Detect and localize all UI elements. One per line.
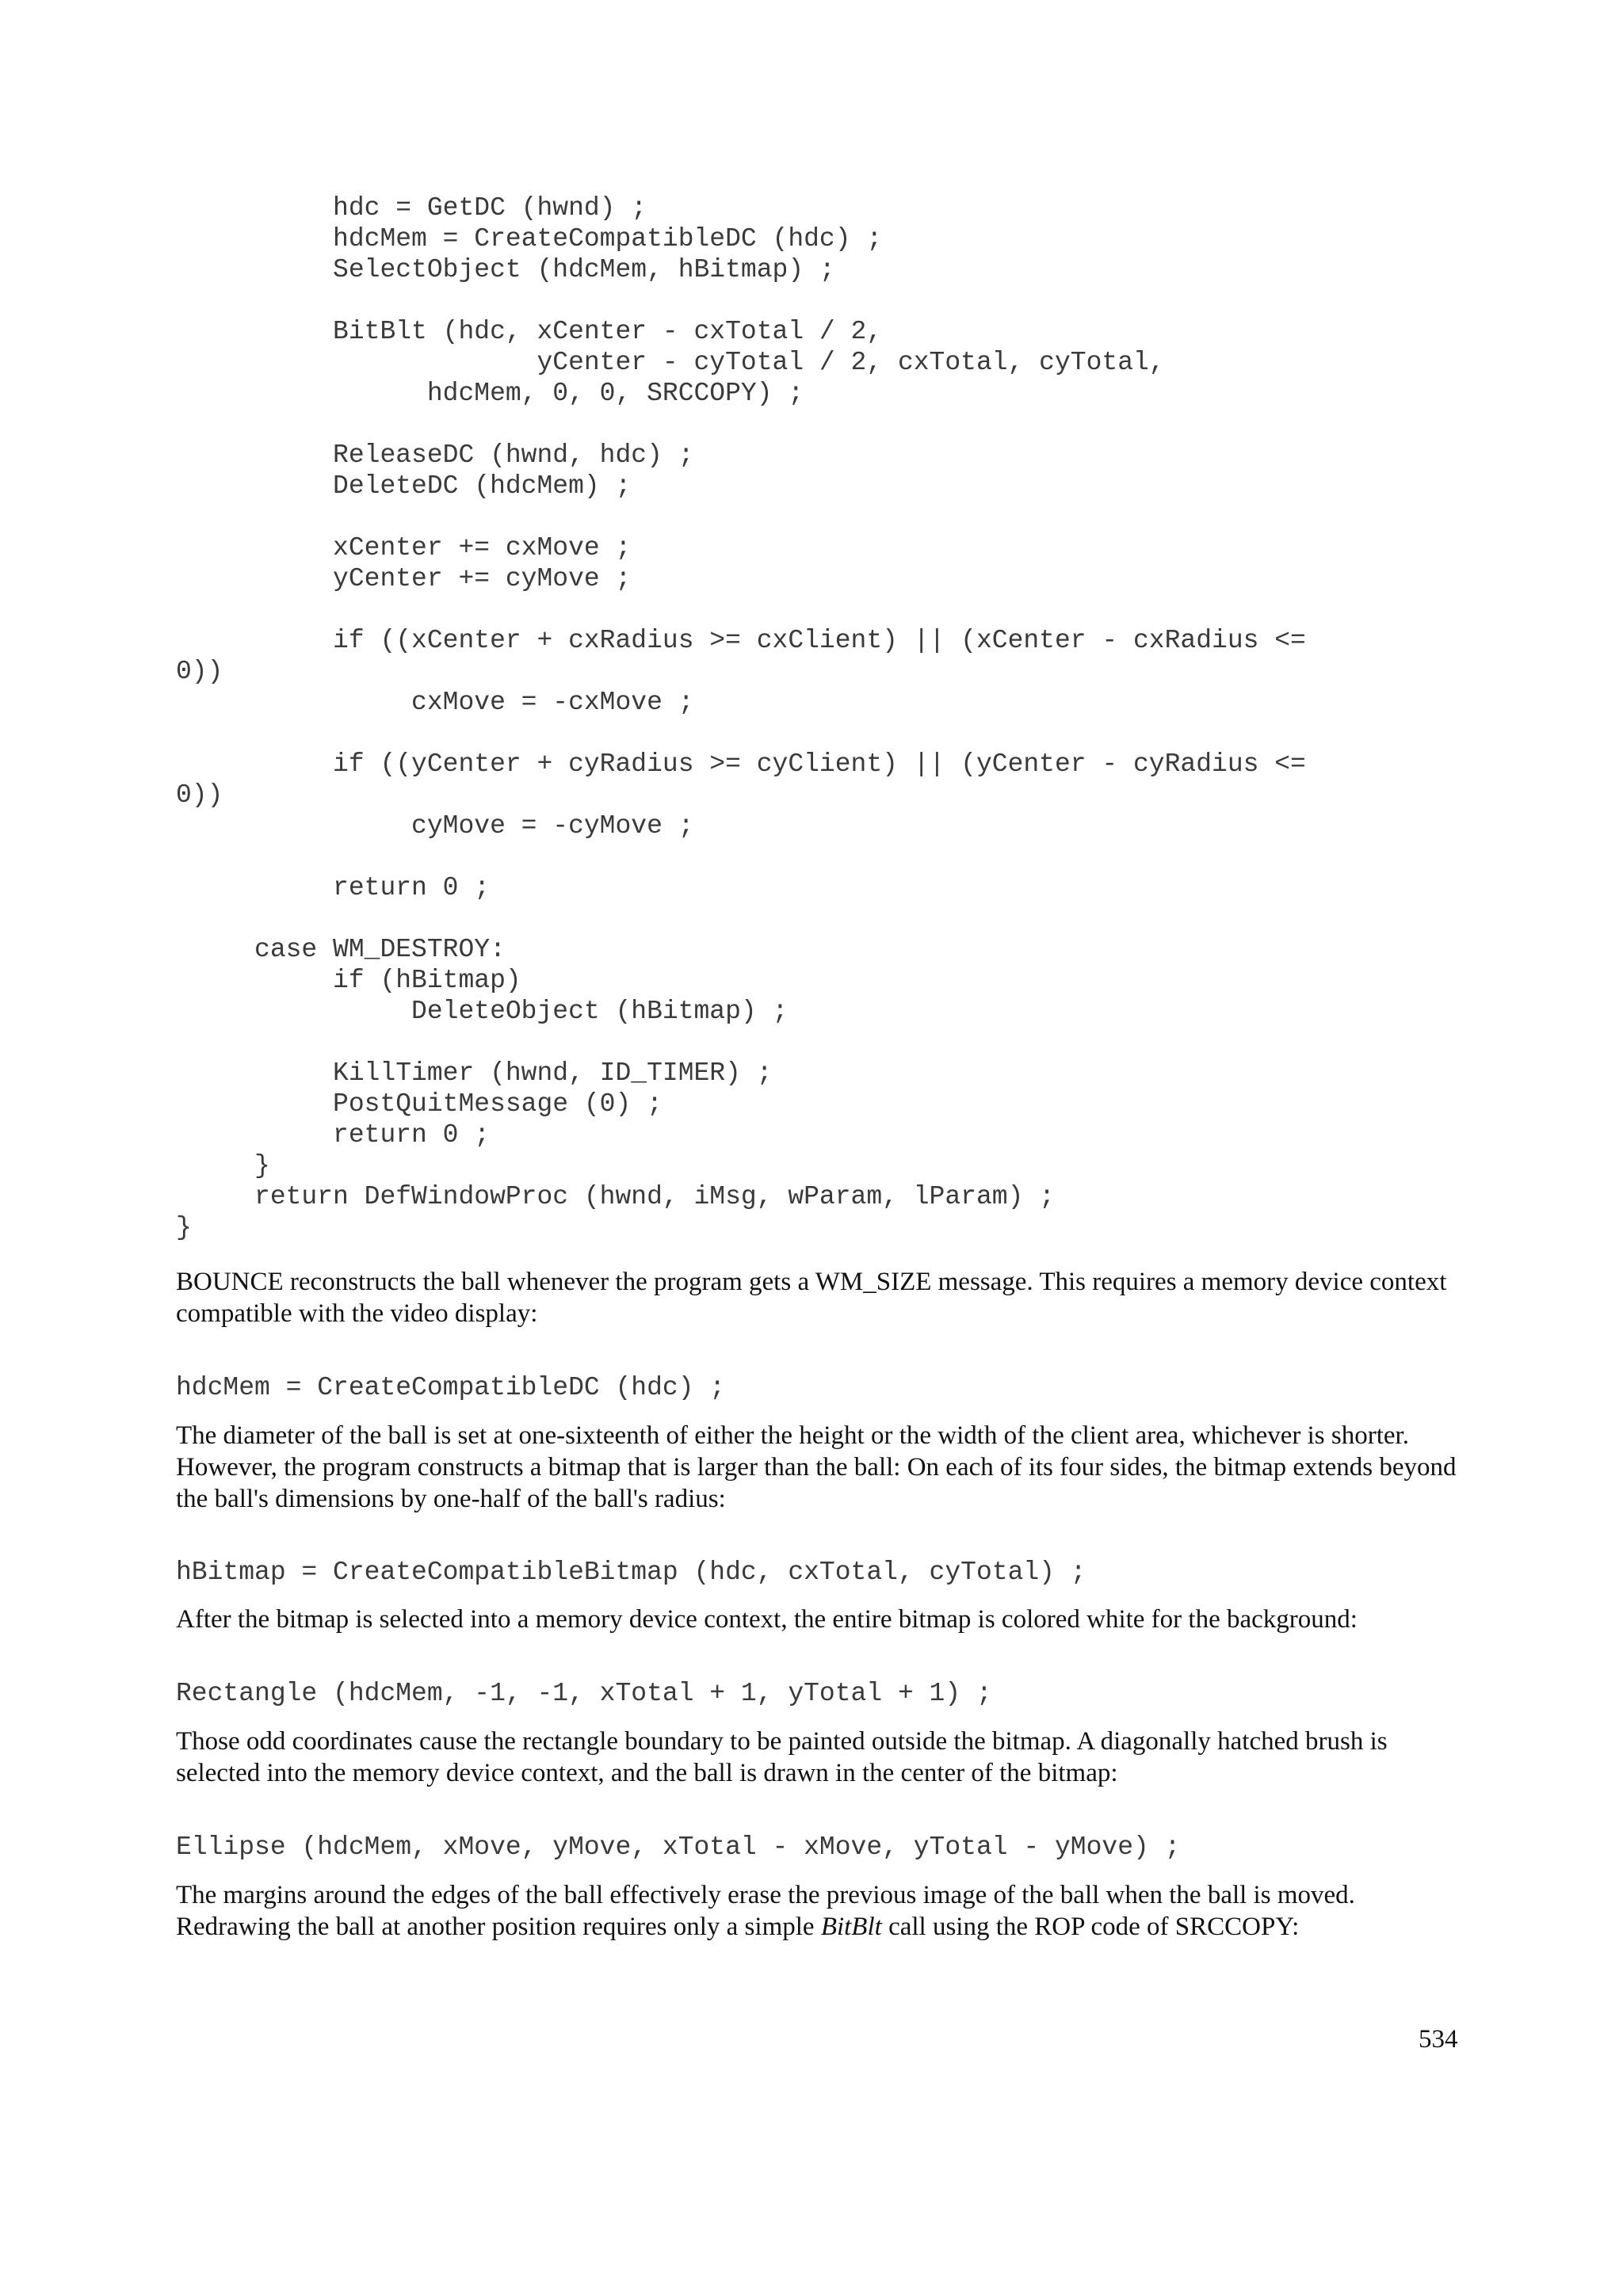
page-number: 534 — [1419, 2025, 1458, 2054]
code-line: return 0 ; — [176, 1120, 491, 1150]
code-line: KillTimer (hwnd, ID_TIMER) ; — [176, 1058, 773, 1088]
code-line: yCenter - cyTotal / 2, cxTotal, cyTotal, — [176, 348, 1165, 377]
code-snippet-create-compatible-dc: hdcMem = CreateCompatibleDC (hdc) ; — [176, 1373, 726, 1402]
code-listing — [176, 193, 1306, 1243]
paragraph-margins-erase — [176, 1879, 1468, 1943]
paragraph-odd-coordinates: Those odd coordinates cause the rectangle boundary to be painted outside the bitmap. A diagonally hatched brush is selected into the memory device context, and the ball is drawn in the center of the bitmap: — [176, 1727, 1388, 1787]
code-line: if (hBitmap) — [176, 966, 521, 995]
code-line: if ((xCenter + cxRadius >= cxClient) || (xCenter - cxRadius <= — [176, 626, 1306, 655]
code-line: hdcMem = CreateCompatibleDC (hdc) ; — [176, 224, 883, 254]
code-line: DeleteDC (hdcMem) ; — [176, 471, 632, 501]
code-line: yCenter += cyMove ; — [176, 564, 632, 593]
paragraph-margins-text-before: The margins around the edges of the ball effectively erase the previous image of the ball when the ball is moved. Redrawing the ball at another position requires only a simple — [176, 1881, 1355, 1941]
code-line: } — [176, 1151, 270, 1180]
code-line: hdc = GetDC (hwnd) ; — [176, 193, 647, 223]
code-line: DeleteObject (hBitmap) ; — [176, 997, 789, 1026]
bitblt-emphasis: BitBlt — [820, 1913, 882, 1941]
code-line: ReleaseDC (hwnd, hdc) ; — [176, 441, 694, 470]
code-line: 0)) — [176, 780, 223, 810]
code-line: PostQuitMessage (0) ; — [176, 1089, 663, 1119]
code-line: return DefWindowProc (hwnd, iMsg, wParam, lParam) ; — [176, 1182, 1055, 1211]
code-line: xCenter += cxMove ; — [176, 533, 632, 563]
code-line: } — [176, 1213, 192, 1242]
code-line: SelectObject (hdcMem, hBitmap) ; — [176, 255, 835, 284]
code-snippet-ellipse: Ellipse (hdcMem, xMove, yMove, xTotal - xMove, yTotal - yMove) ; — [176, 1833, 1181, 1862]
code-line: cxMove = -cxMove ; — [176, 688, 694, 717]
code-line: cyMove = -cyMove ; — [176, 811, 694, 841]
paragraph-bounce-reconstructs: BOUNCE reconstructs the ball whenever the program gets a WM_SIZE message. This requires a memory device context compatible with the video display: — [176, 1268, 1447, 1328]
paragraph-ball-diameter: The diameter of the ball is set at one-sixteenth of either the height or the width of the client area, whichever is shorter. However, the program constructs a bitmap that is larger than the ball: On each of its four sides, the bitmap extends beyond the ball's dimensions by one-half of the ball's radius: — [176, 1421, 1457, 1513]
code-snippet-create-compatible-bitmap: hBitmap = CreateCompatibleBitmap (hdc, cxTotal, cyTotal) ; — [176, 1558, 1086, 1587]
code-line: 0)) — [176, 657, 223, 686]
code-line: return 0 ; — [176, 873, 491, 902]
code-snippet-rectangle: Rectangle (hdcMem, -1, -1, xTotal + 1, yTotal + 1) ; — [176, 1679, 992, 1708]
code-line: hdcMem, 0, 0, SRCCOPY) ; — [176, 379, 804, 408]
code-line: BitBlt (hdc, xCenter - cxTotal / 2, — [176, 317, 883, 346]
code-line: if ((yCenter + cyRadius >= cyClient) || (yCenter - cyRadius <= — [176, 749, 1306, 779]
paragraph-bitmap-colored-white: After the bitmap is selected into a memory device context, the entire bitmap is colored white for the background: — [176, 1605, 1358, 1634]
code-line: case WM_DESTROY: — [176, 935, 506, 964]
paragraph-margins-text-after: call using the ROP code of SRCCOPY: — [881, 1913, 1300, 1941]
